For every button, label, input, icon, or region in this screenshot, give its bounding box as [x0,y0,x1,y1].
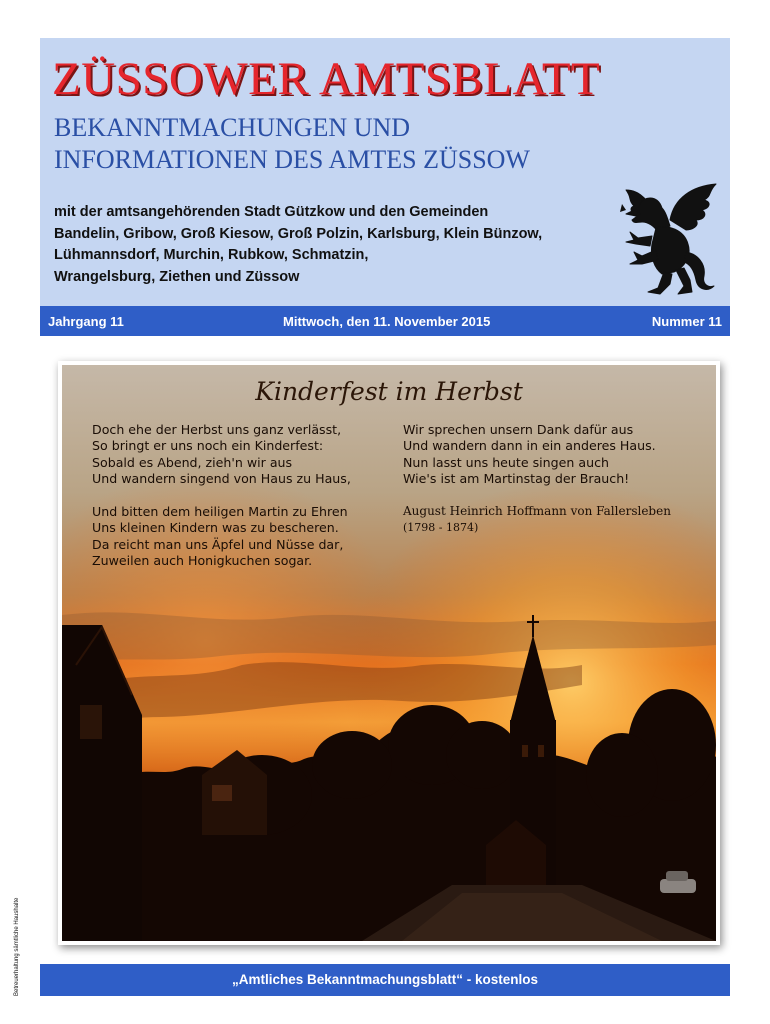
issue-date: Mittwoch, den 11. November 2015 [283,314,491,329]
cover-photo-frame [58,361,720,945]
poem-line: Da reicht man uns Äpfel und Nüsse dar, [92,536,344,552]
issue-number: Nummer 11 [651,314,722,329]
poem-line: Zuweilen auch Honigkuchen sogar. [92,552,313,568]
poem-line: Und wandern singend von Haus zu Haus, [92,470,351,486]
issue-info-bar [40,306,730,336]
poem-author [403,504,671,535]
poem-line: Nun lasst uns heute singen auch [403,454,609,470]
poem-line: Und wandern dann in ein anderes Haus. [403,438,656,454]
member-line: mit der amtsangehörenden Stadt Gützkow und den Gemeinden [54,204,489,220]
poem-line: Wie's ist am Martinstag der Brauch! [403,470,630,486]
poem-line: Doch ehe der Herbst uns ganz verlässt, [92,422,342,437]
poem-line: So bringt er uns noch ein Kinderfest: [92,438,324,454]
author-name: August Heinrich Hoffmann von Fallersleben [403,504,671,518]
poem-line: Und bitten dem heiligen Martin zu Ehren [92,504,348,519]
sunset-church-photo [62,365,716,941]
griffin-coat-of-arms-icon [612,180,722,298]
subtitle-line: INFORMATIONEN DES AMTES ZÜSSOW [54,145,530,174]
masthead-subtitle [54,112,530,176]
poem-stanza [92,422,351,487]
masthead-title: ZÜSSOWER AMTSBLATT [52,53,601,105]
masthead [40,38,730,306]
member-line: Wrangelsburg, Ziethen und Züssow [54,268,300,285]
poem-line: Sobald es Abend, zieh'n wir aus [92,454,293,470]
poem-line: Wir sprechen unsern Dank dafür aus [403,422,634,437]
poem-title: Kinderfest im Herbst [255,377,523,406]
poem-stanza [92,504,348,569]
distribution-note: Betreuerhaltung sämtliche Haushalte [14,897,20,996]
newsletter-cover [40,38,730,996]
member-line: Bandelin, Gribow, Groß Kiesow, Groß Polzin, Karlsburg, Klein Bünzow, [54,225,543,242]
poem-line: Uns kleinen Kindern was zu bescheren. [92,520,339,536]
footer-bar: „Amtliches Bekanntmachungsblatt“ - kostenlos [40,964,730,996]
author-years: (1798 - 1874) [403,520,479,534]
poem-stanza [403,422,656,487]
volume-label: Jahrgang 11 [48,314,124,329]
member-line: Lühmannsdorf, Murchin, Rubkow, Schmatzin, [54,247,369,263]
subtitle-line: BEKANNTMACHUNGEN UND [54,113,411,142]
member-municipalities [54,202,614,288]
